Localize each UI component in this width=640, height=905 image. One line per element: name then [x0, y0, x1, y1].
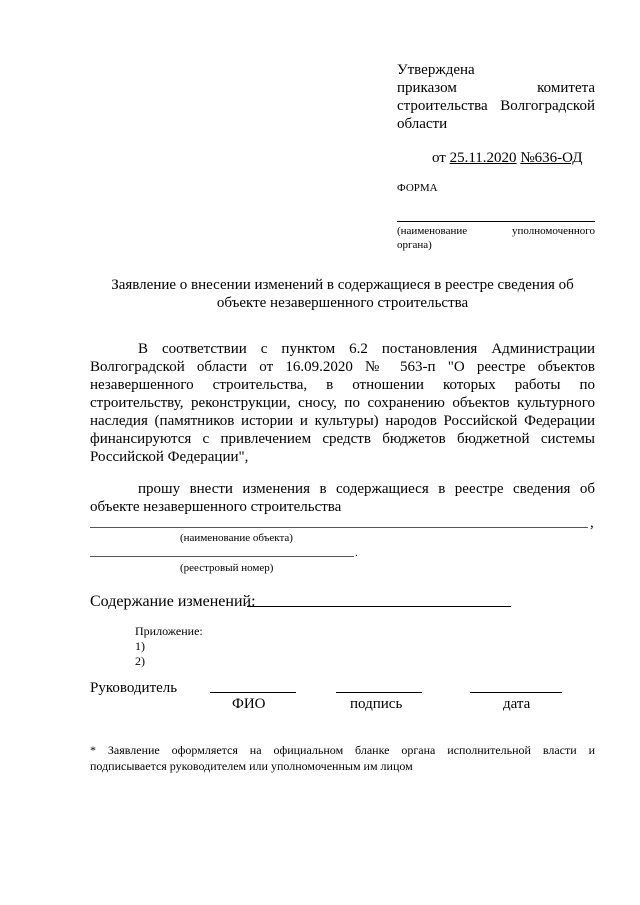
- footnote-line-2: подписывается руководителем или уполномоченным им лицом: [90, 759, 413, 773]
- para1-line-6: финансируются с привлечением средств бюджетов бюджетной системы: [90, 431, 595, 447]
- registry-dot: .: [355, 547, 358, 559]
- authority-caption-line-1: [397, 224, 595, 238]
- fio-line[interactable]: [210, 692, 296, 693]
- date-line[interactable]: [470, 692, 562, 693]
- approval-block: [397, 61, 595, 133]
- para1-line-3: незавершенного строительства, в отношении которых работы по: [90, 377, 595, 393]
- form-label: ФОРМА: [397, 182, 438, 194]
- object-name-line[interactable]: [90, 527, 588, 528]
- paragraph-request: [90, 480, 595, 516]
- fio-caption: ФИО: [232, 696, 266, 712]
- changes-label: Содержание изменений:: [90, 593, 256, 610]
- head-label: Руководитель: [90, 680, 178, 696]
- authority-caption-word-1: (наименование: [397, 225, 468, 237]
- attachments-label: Приложение:: [135, 624, 203, 638]
- authority-caption-word-2: уполномоченного: [511, 225, 595, 237]
- approval-order: [432, 149, 582, 167]
- authority-caption: [397, 224, 595, 252]
- changes-line[interactable]: [247, 606, 511, 607]
- order-prefix: от: [432, 150, 446, 166]
- attachment-item-1: 1): [135, 639, 145, 653]
- sign-caption: подпись: [350, 696, 403, 712]
- approval-line-2: [397, 79, 595, 97]
- para1-line-2: Волгоградской области от 16.09.2020 № 563-п "О реестре объектов: [90, 359, 595, 375]
- footnote-line-1: * Заявление оформляется на официальном бланке органа исполнительной власти и: [90, 743, 595, 757]
- approval-line-2b: комитета: [537, 80, 595, 96]
- para1-line-1: В соответствии с пунктом 6.2 постановления Администрации: [138, 341, 595, 357]
- title-line-2: объекте незавершенного строительства: [216, 295, 469, 311]
- para1-line-5: наследия (памятников истории и культуры) народов Российской Федерации: [90, 413, 595, 429]
- para1-line-7: Российской Федерации",: [90, 449, 249, 465]
- object-comma: ,: [590, 515, 594, 531]
- registry-number-line[interactable]: [90, 556, 354, 557]
- object-caption: (наименование объекта): [180, 532, 293, 544]
- order-number: №636-ОД: [520, 150, 583, 166]
- authority-caption-line-2: органа): [397, 239, 432, 251]
- authority-line: [397, 221, 595, 222]
- date-caption: дата: [503, 696, 531, 712]
- document-title: [90, 276, 595, 312]
- approval-line-2a: приказом: [397, 80, 457, 96]
- attachments-block: [135, 624, 203, 669]
- approval-line-4: области: [397, 116, 448, 132]
- sign-line[interactable]: [336, 692, 422, 693]
- para2-line-1: прошу внести изменения в содержащиеся в реестре сведения об: [138, 481, 595, 497]
- registry-caption: (реестровый номер): [180, 562, 274, 574]
- attachment-item-2: 2): [135, 654, 145, 668]
- para1-line-4: строительству, реконструкции, сносу, по сохранению объектов культурного: [90, 395, 595, 411]
- footnote: [90, 742, 595, 774]
- paragraph-legal-basis: [90, 340, 595, 466]
- para2-line-2: объекте незавершенного строительства: [90, 499, 342, 515]
- order-date: 25.11.2020: [449, 150, 517, 166]
- approval-line-3: строительства Волгоградской: [397, 98, 595, 114]
- approval-line-1: Утверждена: [397, 62, 475, 78]
- title-line-1: Заявление о внесении изменений в содержащиеся в реестре сведения об: [111, 277, 574, 293]
